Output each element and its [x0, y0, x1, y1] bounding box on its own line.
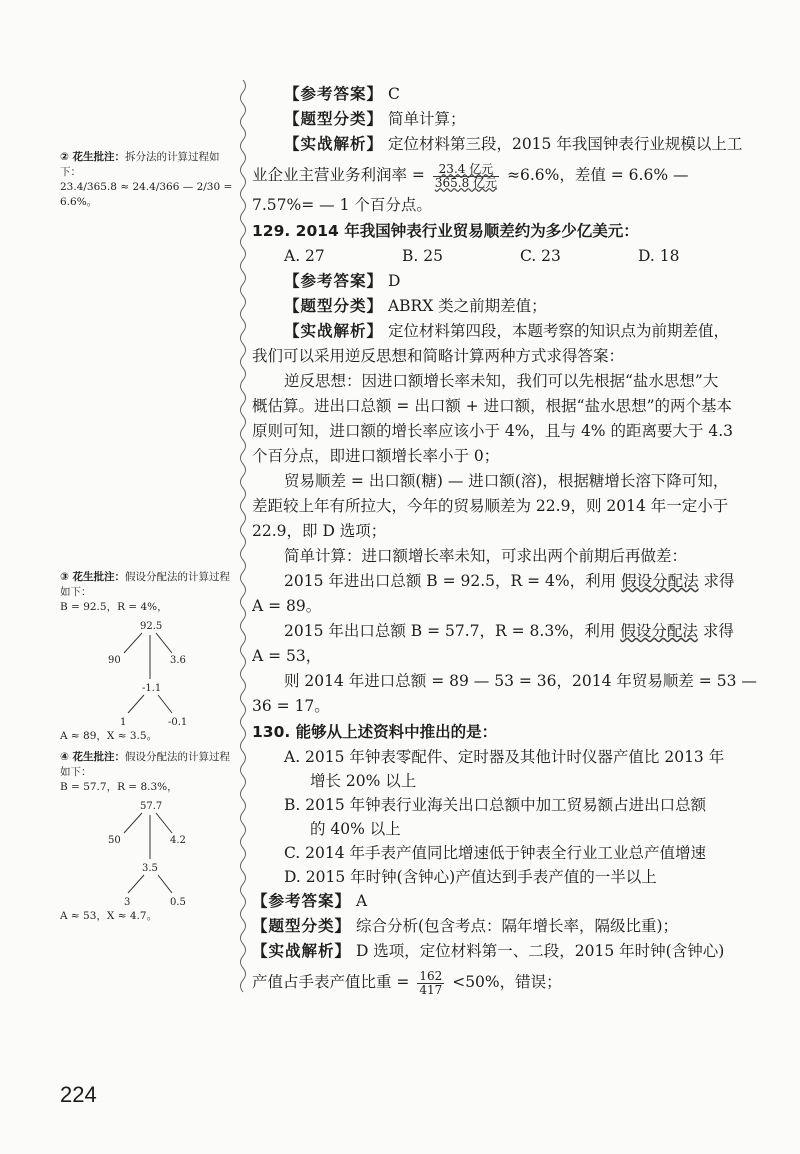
prev-answer: [252, 82, 762, 107]
question-text: 2014 年我国钟表行业贸易顺差约为多少亿美元：: [295, 222, 639, 240]
tree-node: 3.6: [170, 655, 186, 666]
answer-value: C: [387, 85, 400, 103]
analysis-line: 原则可知，进口额的增长率应该小于 4%，且与 4% 的距离要大于 4.3: [252, 422, 734, 440]
answer-value: D: [387, 272, 401, 290]
tree-node: 0.5: [170, 897, 186, 907]
tree-node: 1: [120, 717, 127, 727]
tree-node: -1.1: [142, 683, 162, 694]
options-129: [252, 244, 762, 269]
tree-node: 92.5: [140, 621, 163, 632]
option-c: C. 23: [520, 247, 561, 265]
analysis-tag: 【实战解析】: [252, 942, 352, 960]
distribution-tree-2: [80, 797, 220, 907]
type-tag: 【题型分类】: [252, 917, 352, 935]
option-b: B. 25: [402, 247, 443, 265]
tree-node: 3: [124, 897, 131, 907]
note-label: ③ 花生批注：: [60, 571, 126, 583]
question-number: 129.: [252, 222, 291, 240]
analysis-line: [252, 569, 762, 594]
note-result: A ≈ 53，X ≈ 4.7。: [60, 910, 158, 922]
note-head: B = 92.5，R = 4%，: [60, 601, 168, 613]
analysis-text: 2015 年出口总额 B = 57.7，R = 8.3%，利用: [284, 622, 616, 640]
analysis-line: 22.9，即 D 选项；: [252, 522, 387, 540]
analysis-line: 则 2014 年进口总额 = 89 — 53 = 36，2014 年贸易顺差 = 53 —: [284, 672, 757, 690]
analysis-line: 概估算。进出口总额 = 出口额 + 进口额，根据“盐水思想”的两个基本: [252, 397, 733, 415]
type-value: 简单计算；: [387, 110, 466, 128]
question-129: [252, 218, 762, 244]
question-text: 能够从上述资料中推出的是：: [295, 723, 498, 741]
note-text: 假设分配法的计算过程如下：: [60, 751, 231, 778]
option-c: C. 2014 年手表产值同比增速低于钟表全行业工业总产值增速: [284, 844, 707, 862]
analysis-line: 简单计算：进口额增长率未知，可求出两个前期后再做差：: [284, 547, 688, 565]
option-b-cont: 的 40% 以上: [310, 820, 401, 838]
q130-analysis-formula: [252, 964, 762, 1000]
margin-note-3: [60, 570, 240, 744]
margin-note-2: [60, 150, 240, 210]
note-result: A ≈ 89，X ≈ 3.5。: [60, 730, 158, 742]
analysis-text: 2015 年进出口总额 B = 92.5，R = 4%，利用: [284, 572, 617, 590]
tree-node: 4.2: [170, 835, 186, 846]
profit-fraction: [433, 163, 499, 190]
note-text: 假设分配法的计算过程如下：: [60, 571, 231, 598]
type-tag: 【题型分类】: [284, 297, 384, 315]
type-value: ABRX 类之前期差值；: [387, 297, 547, 315]
prev-analysis-formula: [252, 157, 762, 193]
answer-value: A: [355, 892, 368, 910]
note-label: ② 花生批注：: [60, 151, 126, 163]
prev-analysis: [252, 132, 762, 157]
page-number: 224: [60, 1082, 97, 1107]
note-text: 拆分法的计算过程如下：: [60, 151, 220, 178]
analysis-line: 个百分点，即进口额增长率小于 0；: [252, 447, 500, 465]
answer-tag: 【参考答案】: [284, 272, 384, 290]
option-a: A. 27: [284, 247, 325, 265]
fraction-denominator: 417: [419, 982, 443, 997]
question-130: [252, 719, 762, 745]
analysis-text: 定位材料第三段，2015 年我国钟表行业规模以上工: [387, 135, 743, 153]
analysis-line: 差距较上年有所拉大，今年的贸易顺差为 22.9，则 2014 年一定小于: [252, 497, 729, 515]
q129-answer: [252, 269, 762, 294]
option-d: D. 18: [638, 247, 680, 265]
prev-type: [252, 107, 762, 132]
main-content: [252, 82, 762, 1000]
analysis-text: ≈6.6%，差值 = 6.6% —: [506, 166, 689, 184]
answer-tag: 【参考答案】: [252, 892, 352, 910]
tree-node: 3.5: [142, 863, 158, 874]
ratio-fraction: [417, 970, 444, 997]
analysis-text: 业企业主营业务利润率 =: [252, 166, 425, 184]
option-d: D. 2015 年时钟(含钟心)产值达到手表产值的一半以上: [284, 868, 657, 886]
type-tag: 【题型分类】: [284, 110, 384, 128]
option-a-cont: 增长 20% 以上: [310, 772, 417, 790]
analysis-tag: 【实战解析】: [284, 135, 384, 153]
answer-tag: 【参考答案】: [284, 85, 384, 103]
analysis-line: 我们可以采用逆反思想和简略计算两种方式求得答案：: [252, 347, 625, 365]
margin-note-4: [60, 750, 240, 924]
note-label: ④ 花生批注：: [60, 751, 126, 763]
analysis-text: 定位材料第四段，本题考察的知识点为前期差值，: [387, 322, 729, 340]
option-b: B. 2015 年钟表行业海关出口总额中加工贸易额占进出口总额: [284, 796, 707, 814]
analysis-line: 逆反思想：因进口额增长率未知，我们可以先根据“盐水思想”大: [284, 372, 719, 390]
analysis-text: 求得: [703, 572, 735, 590]
q130-analysis: [252, 939, 762, 964]
analysis-text: 求得: [702, 622, 734, 640]
note-calc: 23.4/365.8 ≈ 24.4/366 — 2/30 = 6.6%。: [60, 181, 233, 208]
analysis-text: <50%，错误；: [452, 973, 562, 991]
q130-type: [252, 914, 762, 939]
q129-type: [252, 294, 762, 319]
question-number: 130.: [252, 723, 291, 741]
fraction-numerator: 162: [419, 968, 443, 983]
fraction-numerator: 23.4 亿元: [433, 163, 499, 177]
analysis-line: A = 53，: [252, 647, 322, 665]
analysis-line: 贸易顺差 = 出口额(糖) — 进口额(溶)，根据糖增长溶下降可知，: [284, 472, 729, 490]
tree-node: -0.1: [168, 717, 188, 727]
analysis-line: A = 89。: [252, 597, 322, 615]
option-a: A. 2015 年钟表零配件、定时器及其他计时仪器产值比 2013 年: [284, 748, 725, 766]
method-term: 假设分配法: [620, 622, 698, 640]
distribution-tree-1: [80, 617, 220, 727]
analysis-tag: 【实战解析】: [284, 322, 384, 340]
note-head: B = 57.7，R = 8.3%，: [60, 781, 178, 793]
tree-node: 50: [108, 835, 121, 846]
fraction-denominator: 365.8 亿元: [434, 175, 498, 190]
wavy-divider: [236, 80, 250, 1080]
q130-answer: [252, 889, 762, 914]
analysis-text: 产值占手表产值比重 =: [252, 973, 410, 991]
analysis-line: [252, 619, 762, 644]
method-term: 假设分配法: [621, 572, 699, 590]
tree-node: 90: [108, 655, 121, 666]
prev-analysis-line: 7.57%= — 1 个百分点。: [252, 196, 432, 214]
tree-node: 57.7: [140, 801, 163, 812]
margin-notes: [60, 150, 240, 928]
type-value: 综合分析(包含考点：隔年增长率，隔级比重)；: [355, 917, 679, 935]
analysis-text: D 选项，定位材料第一、二段，2015 年时钟(含钟心): [355, 942, 725, 960]
q129-analysis: [252, 319, 762, 344]
analysis-line: 36 = 17。: [252, 697, 330, 715]
